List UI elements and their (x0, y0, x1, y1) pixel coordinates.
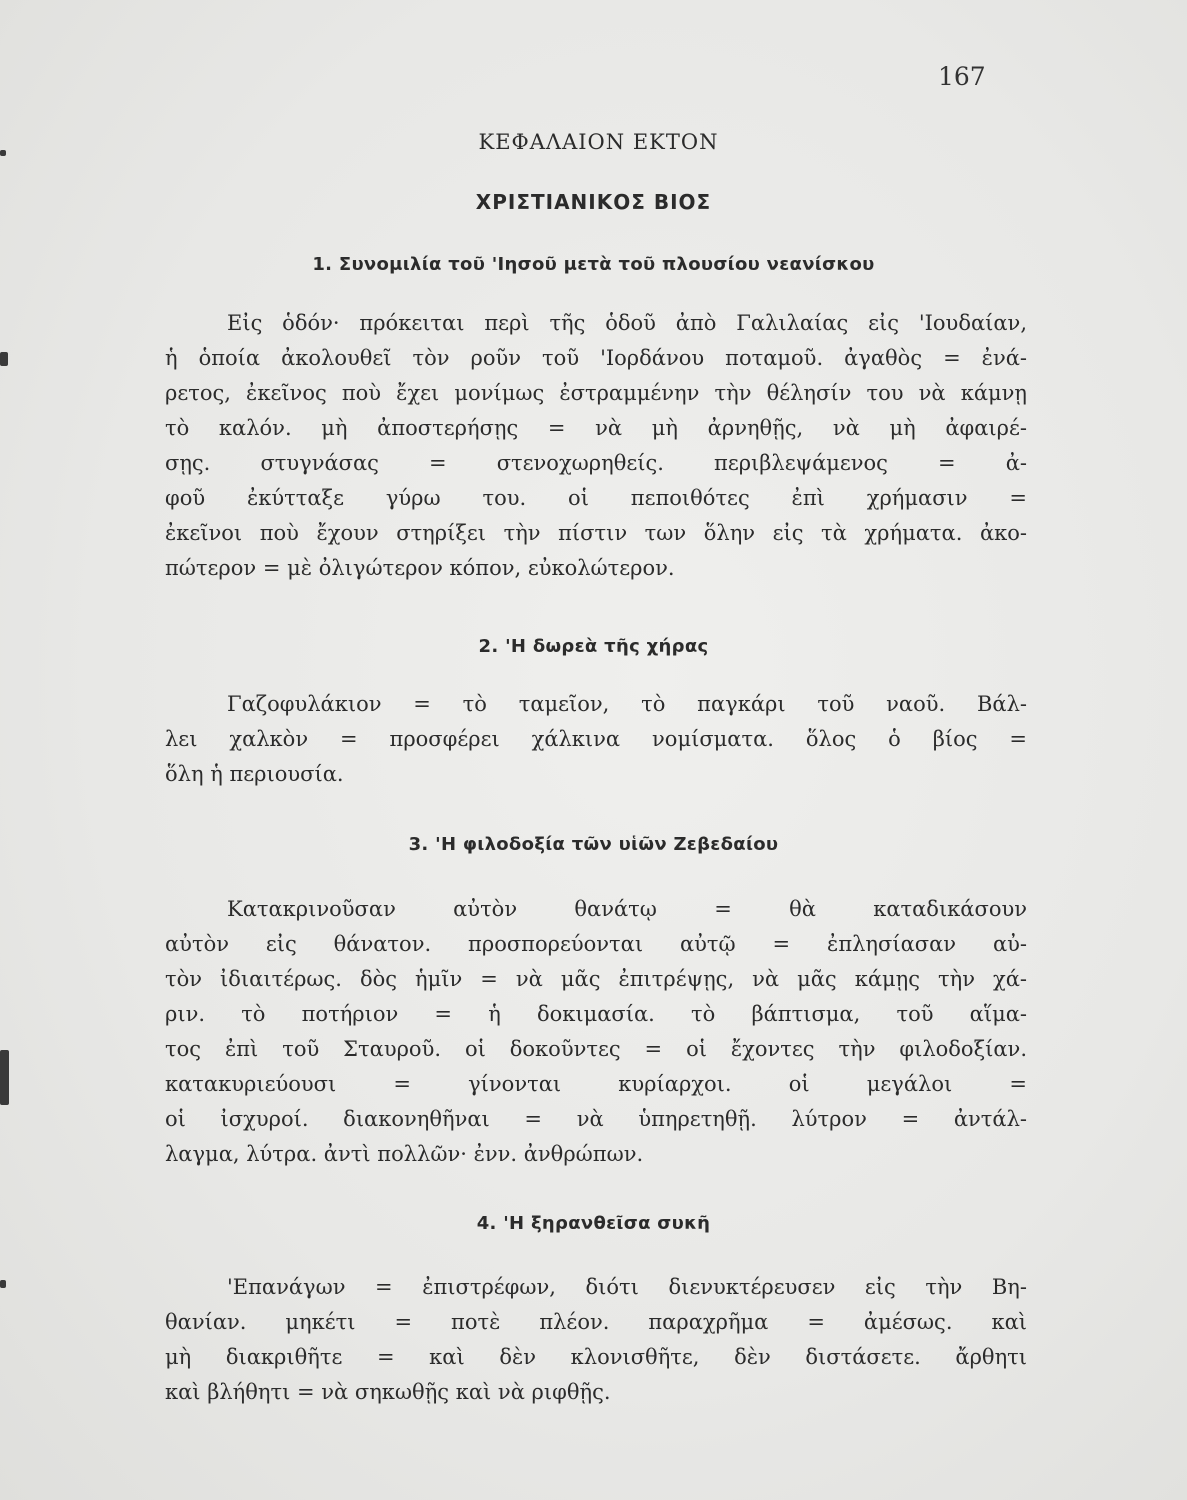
paragraph-line: 'Επανάγων = ἐπιστρέφων, διότι διενυκτέρευσεν εἰς τὴν Βη- (227, 1275, 1027, 1299)
paragraph-line: αὐτὸν εἰς θάνατον. προσπορεύονται αὐτῷ = ἐπλησίασαν αὐ- (165, 932, 1027, 956)
paragraph-line: τὸ καλόν. μὴ ἀποστερήσῃς = νὰ μὴ ἀρνηθῇς, νὰ μὴ ἀφαιρέ- (165, 416, 1027, 440)
paragraph-line: μὴ διακριθῆτε = καὶ δὲν κλονισθῆτε, δὲν διστάσετε. ἄρθητι (165, 1345, 1027, 1369)
section-heading-3: 3. 'Η φιλοδοξία τῶν υἱῶν Ζεβεδαίου (408, 834, 779, 855)
section-heading-4: 4. 'Η ξηρανθεῖσα συκῆ (476, 1213, 711, 1234)
book-title: ΧΡΙΣΤΙΑΝΙΚΟΣ ΒΙΟΣ (475, 190, 712, 214)
paragraph-line: λει χαλκὸν = προσφέρει χάλκινα νομίσματα. ὅλος ὁ βίος = (165, 727, 1027, 751)
section-4-paragraph (165, 1270, 1027, 1410)
chapter-title: ΚΕΦΑΛΑΙΟΝ ΕΚΤΟΝ (478, 130, 719, 154)
paragraph-line: σῃς. στυγνάσας = στενοχωρηθείς. περιβλεψάμενος = ἀ- (165, 451, 1027, 475)
paragraph-line: φοῦ ἐκύτταξε γύρω του. οἱ πεποιθότες ἐπὶ χρήμασιν = (165, 486, 1027, 510)
paragraph-line: καὶ βλήθητι = νὰ σηκωθῇς καὶ νὰ ριφθῇς. (165, 1380, 611, 1404)
paragraph-line: ριν. τὸ ποτήριον = ἡ δοκιμασία. τὸ βάπτισμα, τοῦ αἵμα- (165, 1002, 1027, 1026)
section-heading-2: 2. 'Η δωρεὰ τῆς χήρας (478, 636, 709, 657)
section-3-paragraph (165, 892, 1027, 1172)
paragraph-line: ρετος, ἐκεῖνος ποὺ ἔχει μονίμως ἐστραμμένην τὴν θέλησίν του νὰ κάμνῃ (165, 381, 1027, 405)
scan-edge-mark (0, 352, 8, 366)
paragraph-line: πώτερον = μὲ ὀλιγώτερον κόπον, εὐκολώτερον. (165, 556, 675, 580)
scan-edge-mark (0, 1050, 9, 1105)
paragraph-line: τος ἐπὶ τοῦ Σταυροῦ. οἱ δοκοῦντες = οἱ ἔχοντες τὴν φιλοδοξίαν. (165, 1037, 1027, 1061)
scan-edge-mark (0, 1280, 6, 1288)
paragraph-line: ὅλη ἡ περιουσία. (165, 762, 344, 786)
section-heading-1: 1. Συνομιλία τοῦ 'Ιησοῦ μετὰ τοῦ πλουσίου νεανίσκου (312, 254, 875, 275)
paragraph-line: ἡ ὁποία ἀκολουθεῖ τὸν ροῦν τοῦ 'Ιορδάνου ποταμοῦ. ἀγαθὸς = ἐνά- (165, 346, 1027, 370)
paragraph-line: Εἰς ὁδόν· πρόκειται περὶ τῆς ὁδοῦ ἀπὸ Γαλιλαίας εἰς 'Ιουδαίαν, (227, 311, 1027, 335)
paragraph-line: λαγμα, λύτρα. ἀντὶ πολλῶν· ἐνν. ἀνθρώπων. (165, 1142, 644, 1166)
paragraph-line: ἐκεῖνοι ποὺ ἔχουν στηρίξει τὴν πίστιν των ὅλην εἰς τὰ χρήματα. ἀκο- (165, 521, 1027, 545)
section-1-paragraph (165, 306, 1027, 586)
paragraph-line: Κατακρινοῦσαν αὐτὸν θανάτῳ = θὰ καταδικάσουν (227, 897, 1027, 921)
paragraph-line: Γαζοφυλάκιον = τὸ ταμεῖον, τὸ παγκάρι τοῦ ναοῦ. Βάλ- (227, 692, 1027, 716)
section-2-paragraph (165, 687, 1027, 792)
paragraph-line: οἱ ἰσχυροί. διακονηθῆναι = νὰ ὑπηρετηθῇ. λύτρον = ἀντάλ- (165, 1107, 1027, 1131)
paragraph-line: θανίαν. μηκέτι = ποτὲ πλέον. παραχρῆμα = ἀμέσως. καὶ (165, 1310, 1027, 1334)
paragraph-line: κατακυριεύουσι = γίνονται κυρίαρχοι. οἱ μεγάλοι = (165, 1072, 1027, 1096)
paragraph-line: τὸν ἰδιαιτέρως. δὸς ἡμῖν = νὰ μᾶς ἐπιτρέψῃς, νὰ μᾶς κάμῃς τὴν χά- (165, 967, 1027, 991)
page-number: 167 (938, 62, 986, 91)
